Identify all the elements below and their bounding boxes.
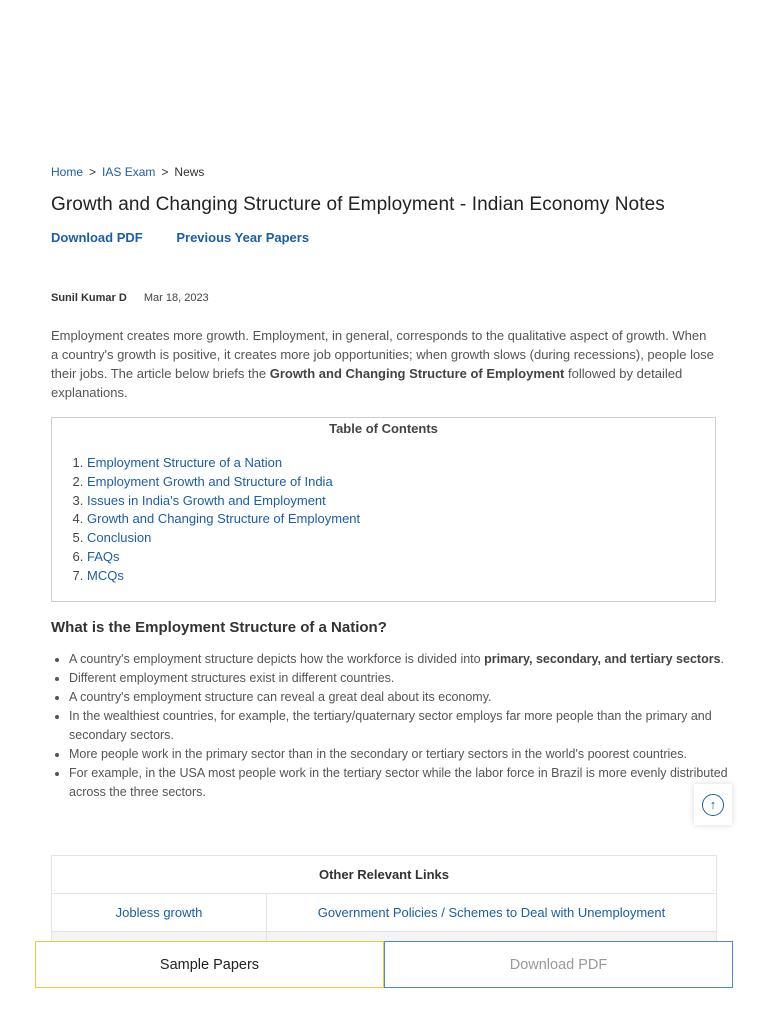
government-policies-link[interactable]: Government Policies / Schemes to Deal with Unemployment	[317, 905, 666, 920]
download-pdf-link[interactable]: Download PDF	[51, 230, 143, 245]
breadcrumb-ias-exam-link[interactable]: IAS Exam	[102, 165, 156, 179]
breadcrumb-home-link[interactable]: Home	[51, 165, 84, 179]
list-item-bold-text: primary, secondary, and tertiary sectors	[484, 652, 721, 666]
previous-year-papers-link[interactable]: Previous Year Papers	[176, 230, 310, 245]
section-heading: What is the Employment Structure of a Nation?	[51, 619, 387, 636]
toc-item	[87, 548, 715, 567]
toc-list	[87, 454, 715, 586]
intro-text-end: followed by detailed explanations.	[51, 366, 683, 400]
toc-item	[87, 510, 715, 529]
table-row	[52, 894, 717, 932]
list-item-text: A country's employment structure depicts how the workforce is divided into	[69, 652, 485, 666]
bottom-action-bar	[35, 941, 733, 988]
table-header-row	[52, 856, 717, 894]
table-cell	[52, 894, 267, 932]
intro-text: Employment creates more growth. Employment, in general, corresponds to the qualitative aspect of growth. When a country's growth is positive, it creates more job opportunities; when growth slows (during recessions), people lose their jobs. The article below briefs the	[51, 328, 714, 381]
toc-item	[87, 529, 715, 548]
publish-date: Mar 18, 2023	[143, 292, 209, 304]
toc-item	[87, 473, 715, 492]
article-meta	[51, 292, 209, 304]
table-title: Other Relevant Links	[52, 856, 717, 894]
toc-link-conclusion[interactable]: Conclusion	[87, 530, 152, 546]
scroll-to-top-button[interactable]	[694, 784, 732, 825]
list-item	[69, 650, 729, 669]
breadcrumb	[51, 165, 204, 179]
intro-bold-text: Growth and Changing Structure of Employment	[269, 366, 565, 381]
download-pdf-button[interactable]: Download PDF	[384, 941, 733, 988]
list-item: • A country's employment structure can reveal a great deal about its economy.	[69, 688, 729, 707]
list-item: • In the wealthiest countries, for example, the tertiary/quaternary sector employs far more people than the primary and secondary sectors.	[69, 707, 729, 745]
intro-paragraph	[51, 326, 717, 402]
breadcrumb-current: News	[174, 165, 205, 179]
author-name: Sunil Kumar D	[51, 292, 127, 304]
sample-papers-button[interactable]: Sample Papers	[35, 941, 384, 988]
list-item: • Different employment structures exist in different countries.	[69, 669, 729, 688]
toc-item	[87, 492, 715, 511]
toc-item	[87, 454, 715, 473]
toc-link-mcqs[interactable]: MCQs	[87, 567, 124, 583]
table-cell	[267, 894, 717, 932]
article-actions	[51, 230, 339, 245]
toc-link-issues[interactable]: Issues in India's Growth and Employment	[87, 492, 326, 508]
breadcrumb-separator: >	[89, 165, 97, 179]
list-item: • For example, in the USA most people work in the tertiary sector while the labor force in Brazil is more evenly distributed across the three sectors.	[69, 764, 729, 802]
toc-item	[87, 567, 715, 586]
breadcrumb-separator: >	[161, 165, 169, 179]
toc-link-faqs[interactable]: FAQs	[87, 548, 120, 564]
list-item: • More people work in the primary sector than in the secondary or tertiary sectors in the world's poorest countries.	[69, 745, 729, 764]
toc-title: Table of Contents	[329, 421, 438, 436]
toc-link-growth-changing-structure[interactable]: Growth and Changing Structure of Employment	[87, 511, 361, 527]
list-item-text: .	[720, 652, 725, 666]
table-of-contents	[51, 417, 716, 602]
toc-link-employment-growth-india[interactable]: Employment Growth and Structure of India	[87, 473, 333, 489]
jobless-growth-link[interactable]: Jobless growth	[115, 905, 203, 920]
employment-structure-list	[51, 650, 729, 802]
toc-link-employment-structure[interactable]: Employment Structure of a Nation	[87, 455, 283, 470]
arrow-up-circle-icon: ↑	[702, 794, 724, 816]
page-title: Growth and Changing Structure of Employment - Indian Economy Notes	[51, 194, 665, 215]
